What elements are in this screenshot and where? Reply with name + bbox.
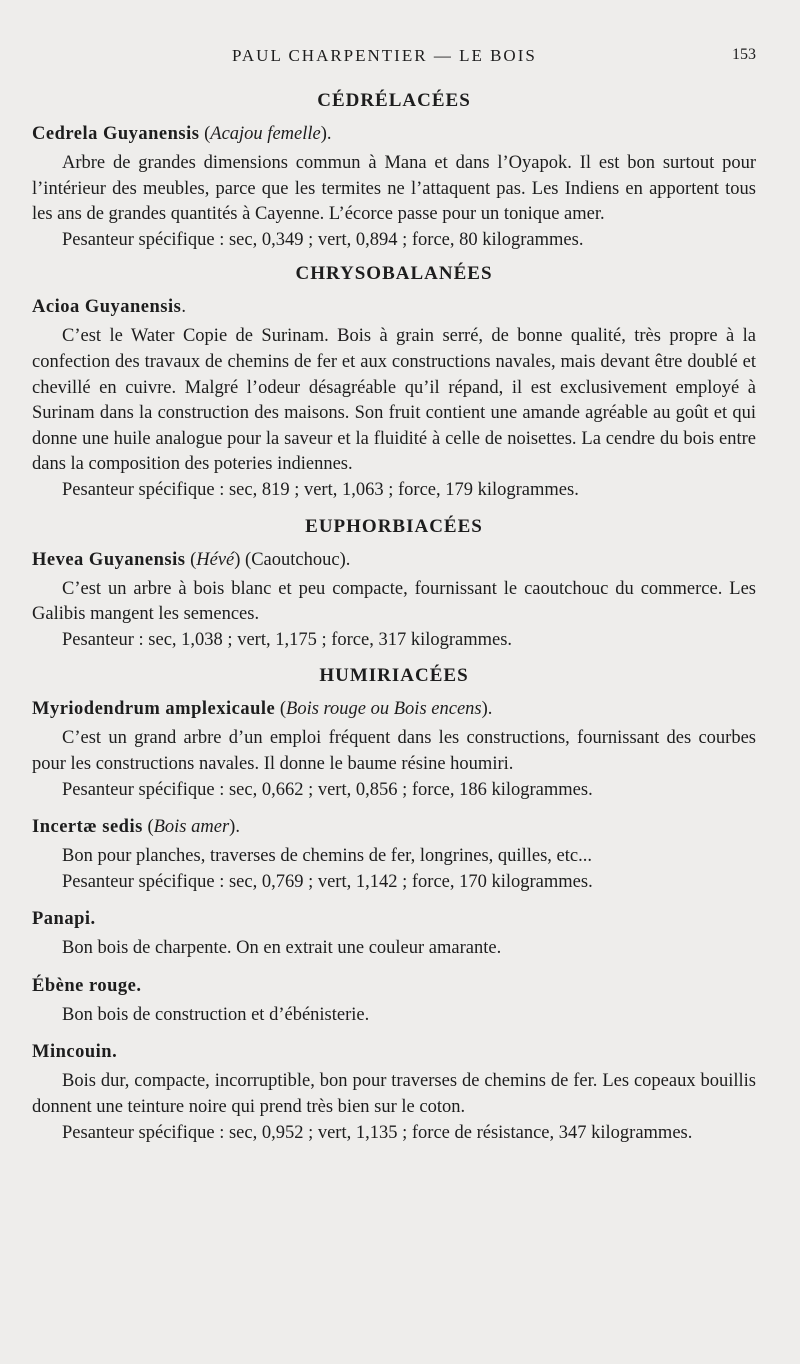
- family-heading-cedrelacees: CÉDRÉLACÉES: [317, 90, 471, 111]
- species-heading-incertae: Incertæ sedis (Bois amer).: [32, 817, 240, 838]
- species-alias: Hévé: [196, 549, 235, 570]
- species-name: Cedrela Guyanensis: [32, 124, 200, 144]
- species-description: C’est un arbre à bois blanc et peu compacte, fournissant le caoutchouc du commerce. Les Galibis mangent les semences.: [32, 578, 756, 625]
- species-heading-ebene-rouge: [32, 974, 756, 999]
- species-alias: Bois rouge ou Bois encens: [286, 699, 482, 720]
- species-description: Arbre de grandes dimensions commun à Mana et dans l’Oyapok. Il est bon surtout pour l’intérieur des meubles, parce que les termites ne l’attaquent pas. Les Indiens en apportent tous les ans de grandes quantités à Cayenne. L’écorce passe pour un tonique amer.: [32, 153, 756, 225]
- species-description: C’est le Water Copie de Surinam. Bois à grain serré, de bonne qualité, très propre à la confection des travaux de chemins de fer et aux constructions navales, mais devant être doublé et chevillé en cuivre. Malgré l’odeur désagréable qu’il répand, il est exclusivement employé à Surinam dans la construction des maisons. Son fruit contient une amande agréable au goût et qui donne une huile analogue pour la saveur et la fluidité à celle de noisettes. La cendre du bois entre dans la composition des poteries indiennes.: [32, 326, 756, 475]
- species-description: Bon pour planches, traverses de chemins de fer, longrines, quilles, etc...: [62, 846, 592, 867]
- running-head: [32, 46, 756, 72]
- species-name: Incertæ sedis: [32, 817, 143, 838]
- family-heading-humiriacees: HUMIRIACÉES: [319, 665, 469, 687]
- species-name: Myriodendrum amplexicaule: [32, 699, 276, 720]
- species-heading-myriodendrum: Myriodendrum amplexicaule (Bois rouge ou Bois encens).: [32, 699, 493, 720]
- species-name: Ébène rouge.: [32, 975, 142, 996]
- species-description: Bon bois de charpente. On en extrait une couleur amarante.: [62, 938, 502, 959]
- species-alias: Bois amer: [153, 817, 230, 838]
- species-heading-cedrela: Cedrela Guyanensis (Acajou femelle).: [32, 124, 332, 144]
- species-weight: Pesanteur : sec, 1,038 ; vert, 1,175 ; force, 317 kilogrammes.: [62, 629, 513, 650]
- species-description: Bois dur, compacte, incorruptible, bon pour traverses de chemins de fer. Les copeaux bouillis donnent une teinture noire qui prend très bien sur le coton.: [32, 1071, 756, 1118]
- species-name: Mincouin.: [32, 1042, 118, 1063]
- page-number: 153: [732, 46, 756, 63]
- species-weight: Pesanteur spécifique : sec, 0,769 ; vert, 1,142 ; force, 170 kilogrammes.: [62, 871, 593, 892]
- species-alias: Acajou femelle: [210, 124, 321, 144]
- species-description: C’est un grand arbre d’un emploi fréquent dans les constructions, fournissant des courbes pour les constructions navales. Il donne le baume résine houmiri.: [32, 728, 756, 774]
- species-weight: Pesanteur spécifique : sec, 0,952 ; vert, 1,135 ; force de résistance, 347 kilogrammes.: [62, 1122, 693, 1143]
- species-heading-acioa: Acioa Guyanensis.: [32, 297, 186, 318]
- species-heading-panapi: [32, 907, 756, 932]
- family-heading-chrysobalanees: CHRYSOBALANÉES: [295, 263, 493, 285]
- species-name: Hevea Guyanensis: [32, 549, 186, 570]
- species-name: Panapi.: [32, 909, 96, 930]
- species-description: Bon bois de construction et d’ébénisterie.: [62, 1004, 370, 1025]
- species-alias-extra: (Caoutchouc).: [245, 549, 351, 570]
- species-weight: Pesanteur spécifique : sec, 0,662 ; vert, 0,856 ; force, 186 kilogrammes.: [62, 779, 593, 800]
- family-heading-euphorbiacees: EUPHORBIACÉES: [305, 515, 483, 537]
- running-title: PAUL CHARPENTIER — LE BOIS: [232, 46, 537, 65]
- species-weight: Pesanteur spécifique : sec, 819 ; vert, 1,063 ; force, 179 kilogrammes.: [62, 479, 579, 500]
- species-heading-hevea: Hevea Guyanensis (Hévé) (Caoutchouc).: [32, 549, 351, 570]
- species-heading-mincouin: [32, 1040, 756, 1065]
- species-weight: Pesanteur spécifique : sec, 0,349 ; vert, 0,894 ; force, 80 kilogrammes.: [62, 229, 584, 250]
- species-name: Acioa Guyanensis: [32, 297, 182, 318]
